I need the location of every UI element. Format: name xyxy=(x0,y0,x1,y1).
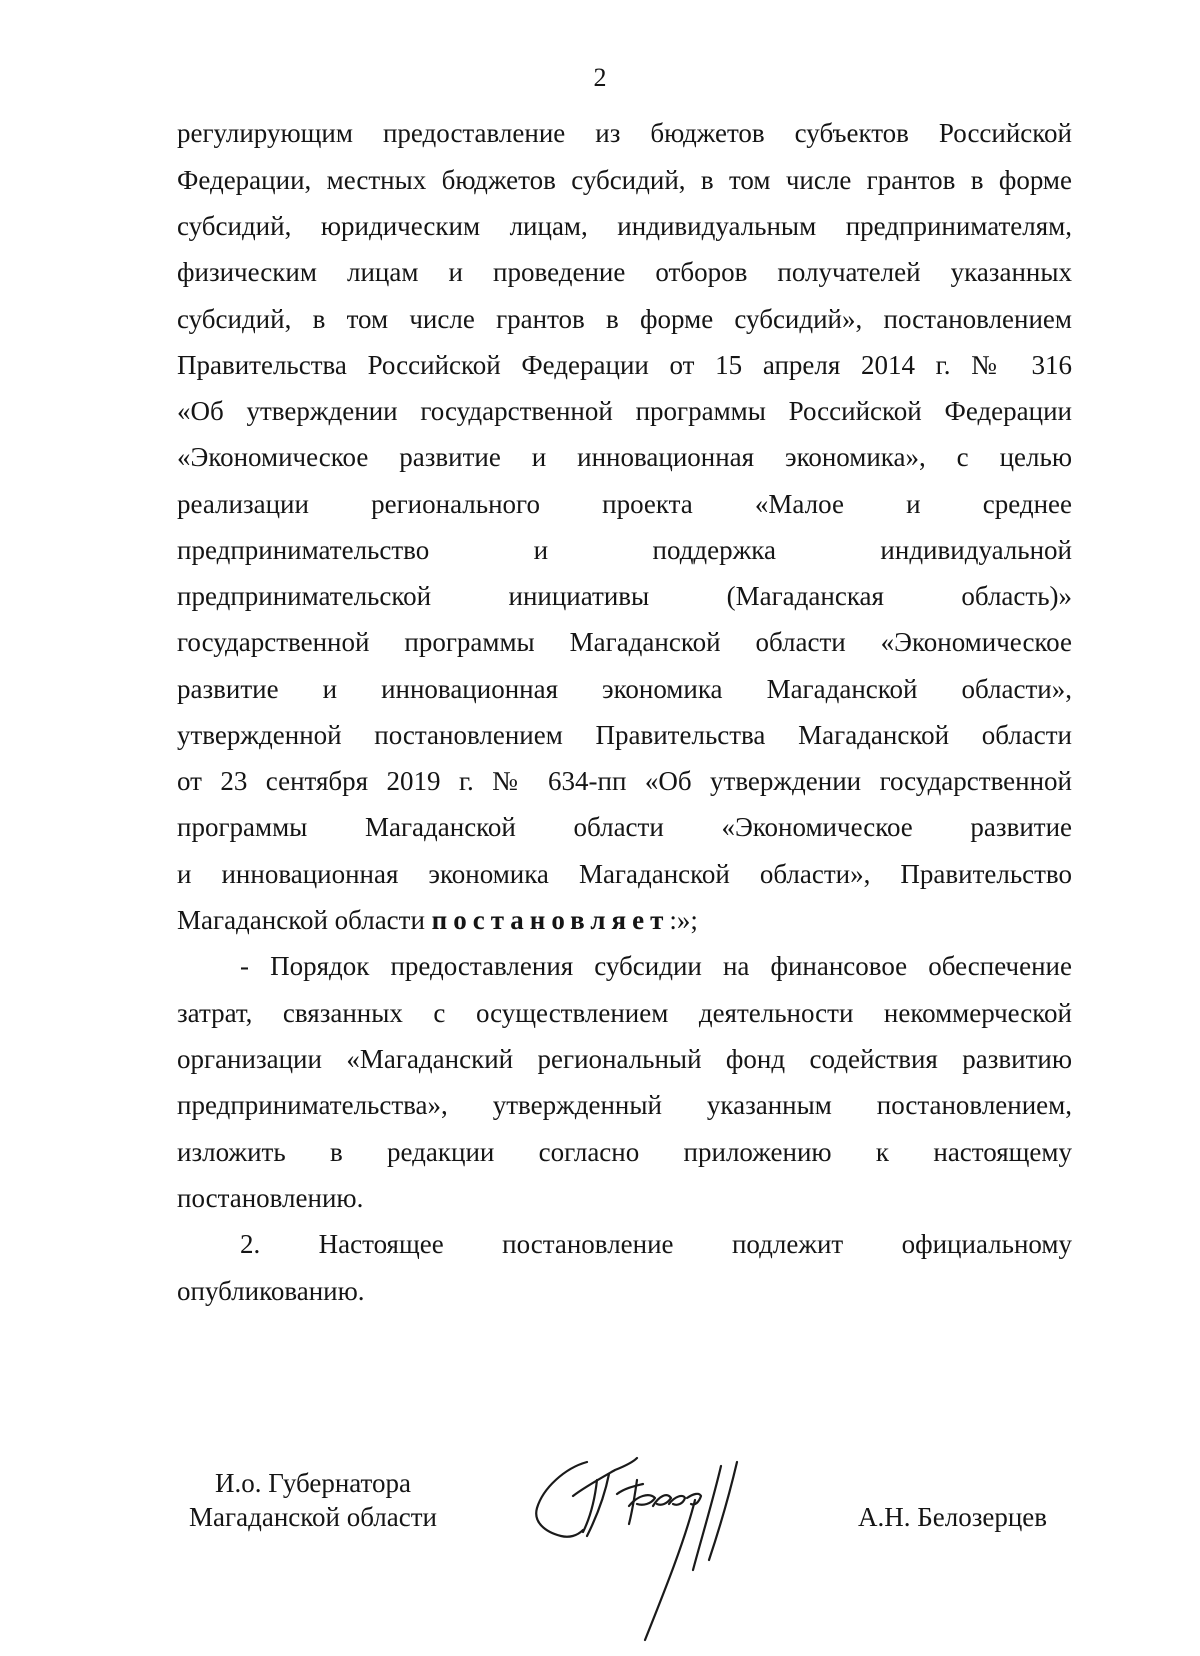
paragraph-line: предпринимательства», утвержденный указанным постановлением, xyxy=(177,1090,1072,1120)
body-line: реализации регионального проекта «Малое и среднее xyxy=(177,489,1072,519)
body-line: регулирующим предоставление из бюджетов субъектов Российской xyxy=(177,118,1072,148)
body-line: «Об утверждении государственной программы Российской Федерации xyxy=(177,396,1072,426)
decree-line xyxy=(177,896,1072,944)
item2-line: опубликованию. xyxy=(177,1276,365,1306)
body-line: предпринимательство и поддержка индивидуальной xyxy=(177,535,1072,565)
body-line: «Экономическое развитие и инновационная экономика», с целью xyxy=(177,442,1072,472)
signer-name: А.Н. Белозерцев xyxy=(858,1502,1048,1532)
item2-line: 2. Настоящее постановление подлежит официальному xyxy=(240,1229,1072,1259)
body-line: предпринимательской инициативы (Магаданская область)» xyxy=(177,581,1072,611)
decree-suffix: :»; xyxy=(669,905,698,935)
body-line: программы Магаданской области «Экономическое развитие xyxy=(177,812,1072,842)
paragraph-line: - Порядок предоставления субсидии на финансовое обеспечение xyxy=(240,951,1072,981)
body-line: Федерации, местных бюджетов субсидий, в том числе грантов в форме xyxy=(177,165,1072,195)
signer-title-line: И.о. Губернатора xyxy=(214,1468,411,1498)
paragraph-line: затрат, связанных с осуществлением деятельности некоммерческой xyxy=(177,998,1072,1028)
signer-title xyxy=(178,1466,448,1534)
decree-prefix: Магаданской области xyxy=(177,905,432,935)
body-line: Правительства Российской Федерации от 15 апреля 2014 г. № 316 xyxy=(177,350,1072,380)
body-line: субсидий, юридическим лицам, индивидуальным предпринимателям, xyxy=(177,211,1072,241)
body-line: государственной программы Магаданской области «Экономическое xyxy=(177,627,1072,657)
paragraph-line: организации «Магаданский региональный фонд содействия развитию xyxy=(177,1044,1072,1074)
body-line: физическим лицам и проведение отборов получателей указанных xyxy=(177,257,1072,287)
page-number: 2 xyxy=(593,63,607,92)
body-line: утвержденной постановлением Правительства Магаданской области xyxy=(177,720,1072,750)
paragraph-line: постановлению. xyxy=(177,1183,364,1213)
body-line: и инновационная экономика Магаданской области», Правительство xyxy=(177,859,1072,889)
body-line: развитие и инновационная экономика Магаданской области», xyxy=(177,674,1072,704)
signer-title-line: Магаданской области xyxy=(189,1502,437,1532)
paragraph-line: изложить в редакции согласно приложению к настоящему xyxy=(177,1137,1072,1167)
body-line: от 23 сентября 2019 г. № 634-пп «Об утверждении государственной xyxy=(177,766,1072,796)
handwritten-signature xyxy=(525,1440,765,1650)
decree-word: постановляет xyxy=(431,905,670,935)
body-line: субсидий, в том числе грантов в форме субсидий», постановлением xyxy=(177,304,1072,334)
